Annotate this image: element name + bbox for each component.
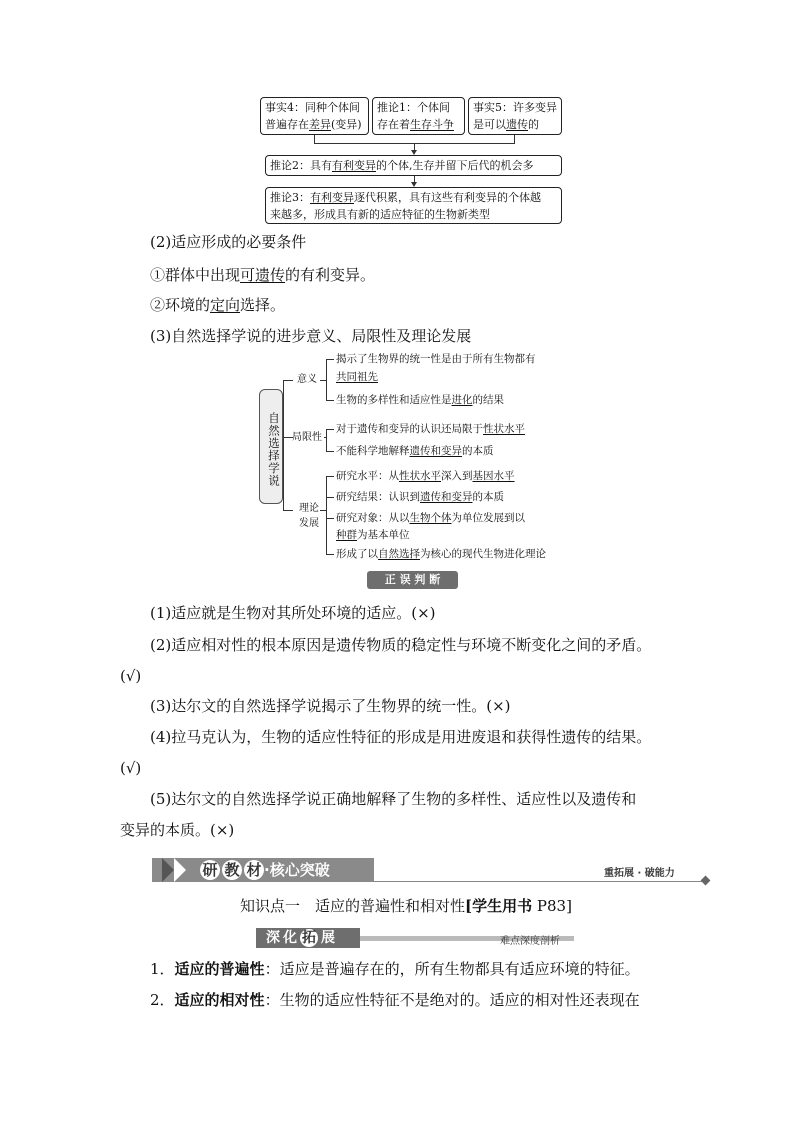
inference3-line1: 推论3：有利变异逐代积累，具有这些有利变异的个体越 (270, 191, 541, 204)
conditions-heading: (2)适应形成的必要条件 (150, 233, 307, 251)
development-item-3b: 种群为基本单位 (336, 529, 410, 541)
banner-chevron-icon (162, 858, 174, 882)
fact5-line2: 是可以遗传的 (473, 118, 539, 131)
fact5-box (468, 97, 562, 135)
inference1-box (372, 97, 465, 135)
fact4-line2: 普遍存在差异(变异) (265, 118, 362, 131)
fact4-box (260, 97, 369, 135)
sub-banner (256, 928, 576, 948)
connector (326, 359, 327, 401)
connector (326, 359, 334, 360)
limitation-item-2: 不能科学地解释遗传和变异的本质 (336, 445, 494, 457)
section3-heading: (3)自然选择学说的进步意义、局限性及理论发展 (150, 327, 472, 345)
significance-item-1a: 揭示了生物界的统一性是由于所有生物都有 (336, 353, 536, 365)
connector (326, 554, 334, 555)
connector (326, 518, 334, 519)
banner-underline (374, 881, 704, 882)
branch-significance: 意义 (297, 374, 317, 385)
connector (326, 429, 327, 451)
inference2-box: 推论2：具有有利变异的个体,生存并留下后代的机会多 (265, 155, 562, 176)
connector (314, 135, 315, 143)
fact4-line1: 事实4：同种个体间 (265, 101, 360, 114)
judge-item-4a: (4)拉马克认为，生物的适应性特征的形成是用进废退和获得性遗传的结果。 (150, 728, 652, 746)
sub-banner-right: 难点深度剖析 (500, 936, 560, 947)
judge-item-4b: (√) (120, 759, 142, 777)
development-item-3a: 研究对象：从以生物个体为单位发展到以 (336, 512, 525, 524)
connector (326, 476, 334, 477)
judgement-badge (367, 571, 458, 589)
banner-title (200, 859, 330, 881)
banner-circle-char: 教 (222, 860, 242, 880)
branch-development-2: 发展 (299, 518, 319, 529)
significance-item-1b: 共同祖先 (336, 371, 378, 383)
development-item-4: 形成了以自然选择为核心的现代生物进化理论 (336, 548, 546, 560)
inference3-box (265, 187, 562, 224)
judge-item-5b: 变异的本质。(×) (120, 821, 235, 839)
mindmap-root-label: 自然选择学说 (267, 412, 281, 487)
development-item-1: 研究水平：从性状水平深入到基因水平 (336, 470, 515, 482)
item-2: 2．适应的相对性：生物的适应性特征不是绝对的。适应的相对性还表现在 (150, 991, 640, 1009)
banner-circle-char: 材 (244, 860, 264, 880)
inference1-line2: 存在着生存斗争 (377, 118, 454, 131)
mindmap-root (259, 389, 283, 504)
item-1: 1．适应的普遍性：适应是普遍存在的，所有生物都具有适应环境的特征。 (150, 960, 640, 978)
connector (283, 510, 293, 511)
connector (514, 135, 515, 143)
connector (326, 497, 334, 498)
judge-item-3: (3)达尔文的自然选择学说揭示了生物界的统一性。(×) (150, 697, 511, 715)
banner-title-rest: ·核心突破 (264, 861, 330, 879)
fact5-line1: 事实5：许多变异 (473, 101, 557, 114)
connector (326, 476, 327, 554)
banner-right-text: 重拓展 · 破能力 (604, 868, 675, 879)
connector (326, 400, 334, 401)
judge-item-2b: (√) (120, 667, 142, 685)
branch-development-1: 理论 (299, 503, 319, 514)
connector (283, 380, 293, 381)
judge-item-2a: (2)适应相对性的根本原因是遗传物质的稳定性与环境不断变化之间的矛盾。 (150, 636, 652, 654)
diamond-icon (701, 876, 711, 886)
judge-item-5a: (5)达尔文的自然选择学说正确地解释了生物的多样性、适应性以及遗传和 (150, 790, 637, 808)
inference1-line1: 推论1：个体间 (377, 101, 450, 114)
condition-item-2: ②环境的定向选择。 (150, 296, 286, 314)
connector (326, 451, 334, 452)
development-item-2: 研究结果：认识到遗传和变异的本质 (336, 491, 504, 503)
knowledge-point-title: 知识点一 适应的普遍性和相对性[学生用书 P83] (240, 897, 572, 915)
section-banner (152, 854, 712, 884)
sub-banner-title: 深化 拓 展 (266, 930, 338, 946)
banner-chevron-icon (174, 858, 186, 882)
connector (326, 429, 334, 430)
inference3-line2: 来越多，形成具有新的适应特征的生物新类型 (270, 208, 490, 221)
condition-item-1: ①群体中出现可遗传的有利变异。 (150, 266, 376, 284)
judge-item-1: (1)适应就是生物对其所处环境的适应。(×) (150, 604, 436, 622)
judgement-title: 正 误 判 断 (384, 573, 441, 586)
connector (283, 380, 284, 510)
limitation-item-1: 对于遗传和变异的认识还局限于性状水平 (336, 423, 525, 435)
branch-limitation: 局限性 (292, 432, 322, 443)
banner-circle-char: 研 (200, 860, 220, 880)
significance-item-2: 生物的多样性和适应性是进化的结果 (336, 394, 504, 406)
